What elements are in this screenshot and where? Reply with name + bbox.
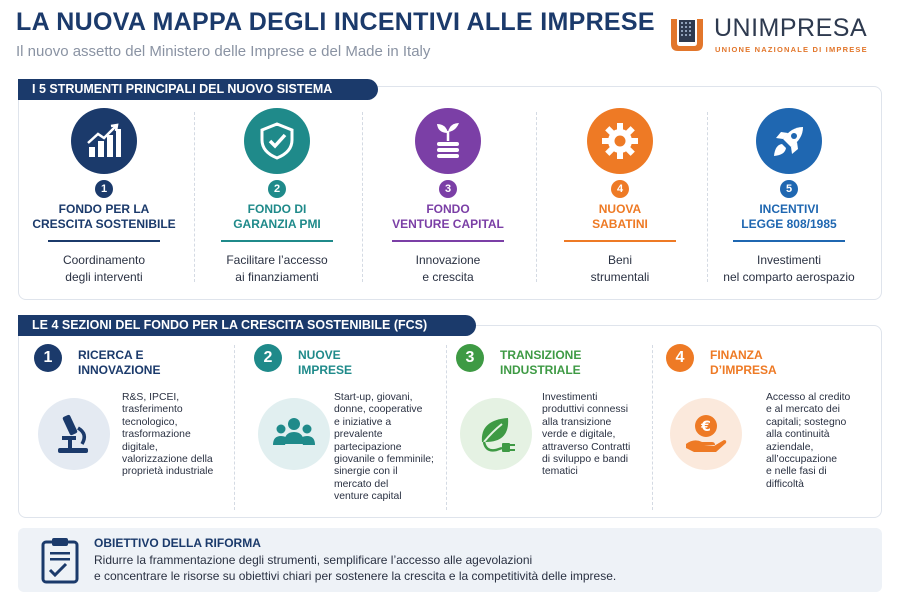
tool-card-fondo-venture-capital bbox=[362, 104, 534, 294]
fcs-desc-line: donne, cooperative bbox=[334, 404, 423, 416]
tool-name-line: LEGGE 808/1985 bbox=[741, 217, 837, 231]
tool-underline bbox=[733, 240, 845, 242]
fcs-title bbox=[500, 348, 581, 378]
plant-coins-icon bbox=[415, 108, 481, 174]
objective-text-line: e concentrare le risorse su obiettivi chiari per sostenere la crescita e la competitività delle imprese. bbox=[94, 569, 617, 583]
fcs-desc-line: partecipazione bbox=[334, 441, 402, 453]
tool-name bbox=[18, 202, 190, 232]
tool-card-incentivi-legge-808 bbox=[703, 104, 875, 294]
leaf-plug-icon bbox=[460, 398, 532, 470]
tool-name bbox=[534, 202, 706, 232]
fcs-description bbox=[542, 392, 630, 479]
fcs-number-badge: 1 bbox=[34, 344, 62, 372]
tool-number-badge: 2 bbox=[268, 180, 286, 198]
logo-tagline: UNIONE NAZIONALE DI IMPRESE bbox=[715, 45, 868, 54]
euro-hand-icon bbox=[670, 398, 742, 470]
svg-text:€: € bbox=[701, 419, 711, 435]
tool-desc-line: degli interventi bbox=[65, 270, 143, 284]
tool-desc-line: ai finanziamenti bbox=[235, 270, 319, 284]
fcs-title-line: INDUSTRIALE bbox=[500, 363, 581, 377]
fcs-desc-line: prevalente bbox=[334, 429, 383, 441]
tool-card-fondo-garanzia-pmi bbox=[191, 104, 363, 294]
fcs-section-transizione-industriale bbox=[456, 340, 648, 512]
fcs-title bbox=[710, 348, 777, 378]
clipboard-check-icon bbox=[40, 536, 80, 584]
fcs-desc-line: tecnologico, bbox=[122, 416, 178, 428]
divider bbox=[446, 345, 447, 510]
fcs-desc-line: di sviluppo e bandi bbox=[542, 454, 629, 466]
fcs-desc-line: mercato del bbox=[334, 478, 389, 490]
gear-icon bbox=[587, 108, 653, 174]
divider bbox=[234, 345, 235, 510]
tool-description bbox=[703, 252, 875, 286]
fcs-desc-line: Accesso al credito bbox=[766, 392, 851, 403]
fcs-desc-line: alla transizione bbox=[542, 416, 612, 428]
tool-desc-line: Coordinamento bbox=[62, 253, 146, 267]
tool-name-line: FONDO DI bbox=[247, 202, 307, 216]
fcs-desc-line: digitale, bbox=[122, 441, 158, 453]
fcs-section-finanza-impresa bbox=[666, 340, 878, 512]
tool-description bbox=[534, 252, 706, 286]
tool-name-line: GARANZIA PMI bbox=[233, 217, 321, 231]
divider bbox=[652, 345, 653, 510]
page-title: LA NUOVA MAPPA DEGLI INCENTIVI ALLE IMPRESE bbox=[16, 8, 655, 36]
fcs-desc-line: Start-up, giovani, bbox=[334, 392, 413, 403]
fcs-desc-line: attraverso Contratti bbox=[542, 441, 631, 453]
tool-number-badge: 1 bbox=[95, 180, 113, 198]
fcs-title-line: RICERCA E bbox=[78, 348, 144, 362]
tool-underline bbox=[564, 240, 676, 242]
tool-name bbox=[703, 202, 875, 232]
fcs-title-line: NUOVE bbox=[298, 348, 341, 362]
tool-description bbox=[362, 252, 534, 286]
tool-name-line: FONDO bbox=[426, 202, 470, 216]
fcs-desc-line: e iniziative a bbox=[334, 416, 392, 428]
tool-card-nuova-sabatini bbox=[534, 104, 706, 294]
fcs-title-line: INNOVAZIONE bbox=[78, 363, 161, 377]
fcs-desc-line: all’occupazione bbox=[766, 454, 838, 466]
fcs-desc-line: sinergie con il bbox=[334, 466, 398, 478]
tool-name-line: VENTURE CAPITAL bbox=[392, 217, 504, 231]
tool-desc-line: strumentali bbox=[590, 270, 650, 284]
fcs-desc-line: Investimenti bbox=[542, 392, 598, 403]
fcs-title bbox=[78, 348, 160, 378]
page-subtitle: Il nuovo assetto del Ministero delle Imprese e del Made in Italy bbox=[16, 43, 431, 60]
fcs-title bbox=[298, 348, 352, 378]
tool-name-line: NUOVA bbox=[598, 202, 642, 216]
logo-name: UNIMPRESA bbox=[714, 14, 868, 42]
fcs-description bbox=[766, 392, 850, 491]
tool-underline bbox=[221, 240, 333, 242]
fcs-desc-line: capitali; sostegno bbox=[766, 416, 847, 428]
fcs-number-badge: 4 bbox=[666, 344, 694, 372]
tool-desc-line: nel comparto aerospazio bbox=[723, 270, 855, 284]
microscope-icon bbox=[38, 398, 110, 470]
fcs-desc-line: aziendale, bbox=[766, 441, 814, 453]
fcs-description bbox=[122, 392, 213, 479]
tool-number-badge: 5 bbox=[780, 180, 798, 198]
tool-name-line: FONDO PER LA bbox=[58, 202, 150, 216]
shield-check-icon bbox=[244, 108, 310, 174]
tool-underline bbox=[48, 240, 160, 242]
tool-desc-line: Innovazione bbox=[415, 253, 481, 267]
objective-title: OBIETTIVO DELLA RIFORMA bbox=[94, 536, 261, 550]
fcs-section-nuove-imprese bbox=[254, 340, 442, 512]
tool-desc-line: Facilitare l’accesso bbox=[226, 253, 328, 267]
fcs-desc-line: venture capital bbox=[334, 491, 402, 503]
tool-name-line: CRESCITA SOSTENIBILE bbox=[32, 217, 176, 231]
tool-desc-line: e crescita bbox=[422, 270, 474, 284]
unimpresa-logo-mark bbox=[668, 16, 706, 54]
fcs-desc-line: produttivi connessi bbox=[542, 404, 629, 416]
objective-box bbox=[18, 528, 882, 592]
tool-description bbox=[191, 252, 363, 286]
tool-underline bbox=[392, 240, 504, 242]
tool-desc-line: Investimenti bbox=[756, 253, 822, 267]
unimpresa-logo bbox=[668, 14, 893, 58]
fcs-desc-line: alla continuità bbox=[766, 429, 830, 441]
fcs-desc-line: trasferimento bbox=[122, 404, 183, 416]
fcs-desc-line: e nelle fasi di bbox=[766, 466, 827, 478]
tool-desc-line: Beni bbox=[607, 253, 633, 267]
objective-text bbox=[94, 552, 694, 584]
fcs-desc-line: e al mercato dei bbox=[766, 404, 840, 416]
tool-number-badge: 4 bbox=[611, 180, 629, 198]
fcs-desc-line: difficoltà bbox=[766, 478, 804, 490]
people-group-icon bbox=[258, 398, 330, 470]
fcs-number-badge: 3 bbox=[456, 344, 484, 372]
growth-chart-icon bbox=[71, 108, 137, 174]
fcs-desc-line: proprietà industriale bbox=[122, 466, 214, 478]
tools-section-heading: I 5 STRUMENTI PRINCIPALI DEL NUOVO SISTEMA bbox=[18, 79, 378, 100]
fcs-desc-line: valorizzazione della bbox=[122, 454, 213, 466]
fcs-section-ricerca-innovazione bbox=[34, 340, 230, 512]
tool-card-fondo-crescita-sostenibile bbox=[18, 104, 190, 294]
objective-text-line: Ridurre la frammentazione degli strumenti, semplificare l’accesso alle agevolazioni bbox=[94, 553, 533, 567]
fcs-description bbox=[334, 392, 434, 504]
fcs-title-line: IMPRESE bbox=[298, 363, 353, 377]
fcs-desc-line: giovanile o femminile; bbox=[334, 454, 434, 466]
fcs-desc-line: trasformazione bbox=[122, 429, 191, 441]
tool-name-line: INCENTIVI bbox=[759, 202, 819, 216]
fcs-title-line: FINANZA bbox=[710, 348, 763, 362]
fcs-section-heading: LE 4 SEZIONI DEL FONDO PER LA CRESCITA SOSTENIBILE (FCS) bbox=[18, 315, 476, 336]
tool-number-badge: 3 bbox=[439, 180, 457, 198]
fcs-desc-line: tematici bbox=[542, 466, 578, 478]
fcs-desc-line: R&S, IPCEI, bbox=[122, 392, 180, 403]
rocket-icon bbox=[756, 108, 822, 174]
tool-name bbox=[362, 202, 534, 232]
fcs-number-badge: 2 bbox=[254, 344, 282, 372]
tool-name bbox=[191, 202, 363, 232]
tool-name-line: SABATINI bbox=[592, 217, 648, 231]
tool-description bbox=[18, 252, 190, 286]
fcs-title-line: D’IMPRESA bbox=[710, 363, 777, 377]
fcs-title-line: TRANSIZIONE bbox=[500, 348, 582, 362]
fcs-desc-line: verde e digitale, bbox=[542, 429, 616, 441]
